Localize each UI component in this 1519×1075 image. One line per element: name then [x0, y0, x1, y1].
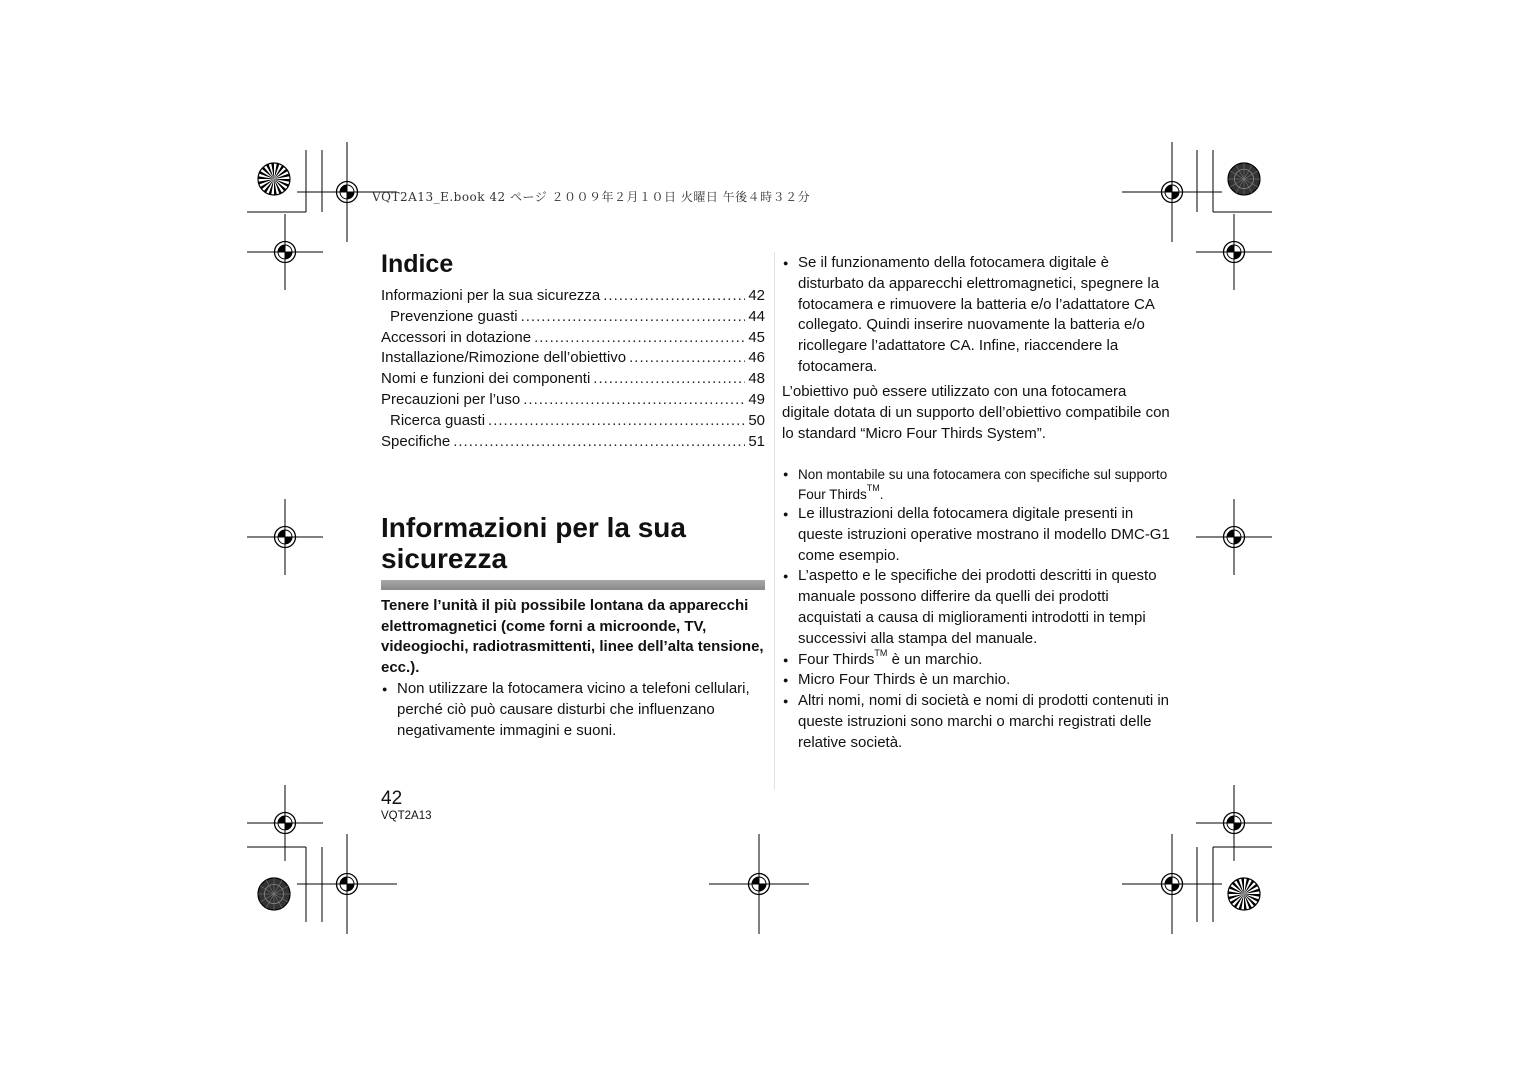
list-item	[782, 504, 1172, 566]
notes-bullet-list	[782, 465, 1172, 754]
bullet-text: Non utilizzare la fotocamera vicino a telefoni cellulari, perché ciò può causare disturbi che influenzano negativamente immagini e suoni.	[397, 680, 750, 739]
safety-bullet-list	[381, 679, 765, 741]
lens-compatibility-paragraph: L’obiettivo può essere utilizzato con una fotocamera digitale dotata di un supporto dell’obiettivo compatibile con lo standard “Micro Four Thirds System”.	[782, 383, 1170, 442]
toc-leader	[629, 348, 745, 369]
bullet-text: Le illustrazioni della fotocamera digitale presenti in queste istruzioni operative mostrano il modello DMC-G1 come esempio.	[798, 505, 1170, 564]
toc-leader	[453, 432, 745, 453]
toc-entry[interactable]	[381, 286, 765, 307]
bullet-text: Four Thirds	[798, 650, 875, 668]
bullet-text-end: è un marchio.	[887, 650, 983, 668]
column-divider	[774, 252, 775, 790]
toc-entry-label: Ricerca guasti	[390, 411, 486, 429]
bullet-text-end: .	[879, 486, 884, 502]
toc-entry-page: 48	[748, 370, 765, 388]
model-code: VQT2A13	[381, 810, 432, 822]
bullet-text: Non montabile su una fotocamera con specifiche sul supporto Four Thirds	[798, 467, 1168, 502]
toc-entry-page: 51	[748, 432, 765, 450]
list-item	[782, 647, 1172, 671]
bullet-text: L’aspetto e le specifiche dei prodotti descritti in questo manuale possono differire da quelli dei prodotti acquistati a causa di miglioramenti introdotti in tempi successivi alla stampa del manuale.	[798, 567, 1157, 647]
print-info-header: VQT2A13_E.book 42 ページ ２００９年２月１０日 火曜日 午後４時３２分	[372, 190, 811, 204]
bullet-text: Micro Four Thirds è un marchio.	[798, 671, 1011, 689]
disturbance-bullet-list	[782, 253, 1166, 378]
safety-section-title: Informazioni per la sua sicurezza	[381, 512, 686, 574]
trademark-sup: TM	[866, 482, 880, 493]
index-title: Indice	[381, 250, 454, 278]
toc-entry-label: Nomi e funzioni dei componenti	[381, 370, 591, 388]
safety-warning-text: Tenere l’unità il più possibile lontana da apparecchi elettromagnetici (come forni a microonde, TV, videogiochi, radiotrasmittenti, linee dell’alta tensione, ecc.).	[381, 597, 764, 677]
toc-entry-page: 45	[748, 328, 765, 346]
toc-entry-page: 49	[748, 390, 765, 408]
toc-entry-page: 44	[748, 307, 765, 325]
list-item	[782, 465, 1172, 504]
toc-leader	[523, 390, 745, 411]
toc-entry-page: 46	[748, 349, 765, 367]
toc-entry-label: Prevenzione guasti	[390, 307, 518, 325]
toc-entry[interactable]	[381, 369, 765, 390]
toc-leader	[488, 411, 745, 432]
table-of-contents	[381, 286, 765, 452]
toc-entry[interactable]	[381, 411, 765, 432]
toc-entry[interactable]	[381, 390, 765, 411]
toc-leader	[593, 369, 745, 390]
list-item	[381, 679, 765, 741]
toc-entry[interactable]	[381, 348, 765, 369]
list-item	[782, 253, 1166, 378]
section-title-rule	[381, 580, 765, 590]
toc-leader	[521, 307, 746, 328]
bullet-text: Altri nomi, nomi di società e nomi di prodotti contenuti in queste istruzioni sono marchi o marchi registrati delle relative società.	[798, 692, 1170, 751]
trademark-sup: TM	[874, 647, 888, 658]
toc-entry[interactable]	[381, 328, 765, 349]
toc-leader	[534, 328, 745, 349]
toc-entry-label: Precauzioni per l’uso	[381, 390, 521, 408]
bullet-text: Se il funzionamento della fotocamera digitale è disturbato da apparecchi elettromagnetici, spegnere la fotocamera e rimuovere la batteria e/o l’adattatore CA collegato. Quindi inserire nuovamente la batteria e/o ricollegare l’adattatore CA. Infine, riaccendere la fotocamera.	[798, 254, 1160, 375]
toc-entry-label: Accessori in dotazione	[381, 328, 532, 346]
page-number: 42	[381, 788, 403, 809]
toc-entry-label: Specifiche	[381, 432, 451, 450]
list-item	[782, 566, 1172, 649]
toc-entry[interactable]	[381, 307, 765, 328]
toc-leader	[603, 286, 745, 307]
toc-entry-label: Informazioni per la sua sicurezza	[381, 287, 601, 304]
toc-entry-page: 50	[748, 411, 765, 429]
toc-entry-label: Installazione/Rimozione dell’obiettivo	[381, 349, 627, 367]
list-item	[782, 691, 1172, 753]
toc-entry[interactable]	[381, 432, 765, 453]
list-item	[782, 670, 1172, 691]
toc-entry-page: 42	[748, 287, 765, 304]
